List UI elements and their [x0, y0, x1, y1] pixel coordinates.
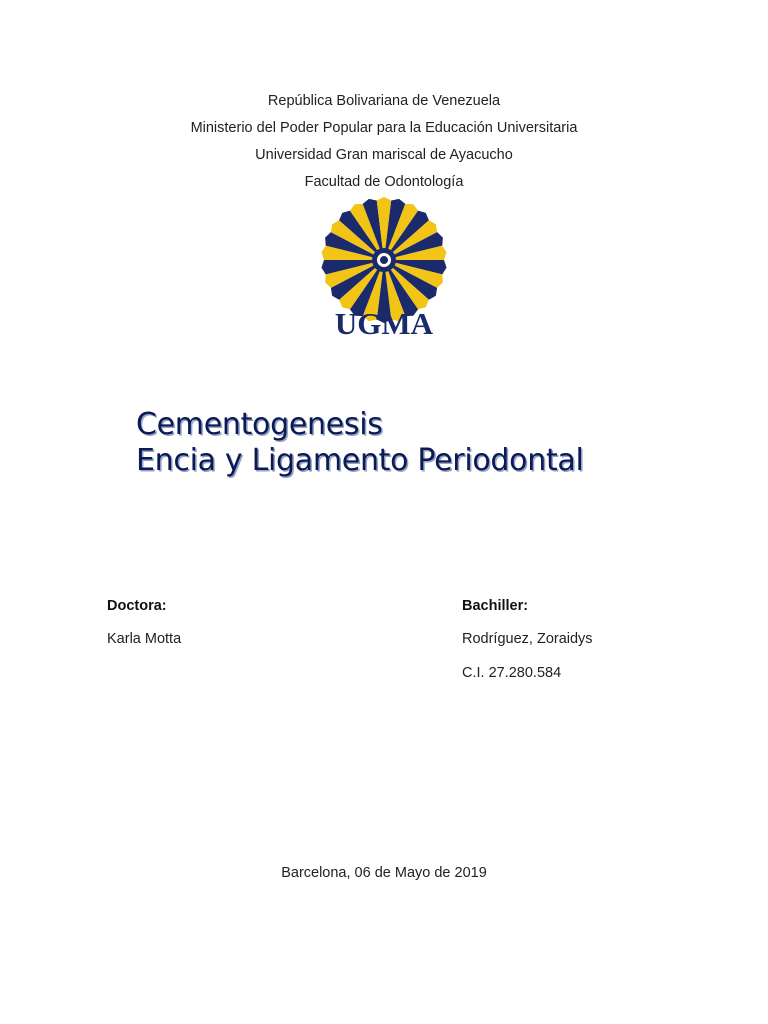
document-title-line1: Cementogenesis: [136, 407, 383, 442]
place-and-date: Barcelona, 06 de Mayo de 2019: [281, 865, 487, 881]
header-ministry: Ministerio del Poder Popular para la Educación Universitaria: [190, 120, 578, 136]
header-university: Universidad Gran mariscal de Ayacucho: [255, 147, 513, 163]
header-country: República Bolivariana de Venezuela: [267, 93, 501, 109]
logo-center-dot: [380, 256, 388, 264]
ugma-logo: [318, 194, 450, 340]
document-title-line2: Encia y Ligamento Periodontal: [136, 443, 584, 478]
header-faculty: Facultad de Odontología: [304, 174, 464, 190]
student-name: Rodríguez, Zoraidys: [462, 631, 593, 647]
logo-wordmark: UGMA: [334, 306, 434, 340]
doctor-label: Doctora:: [107, 598, 167, 614]
doctor-name: Karla Motta: [107, 631, 182, 647]
student-id: C.I. 27.280.584: [462, 665, 562, 681]
student-label: Bachiller:: [462, 598, 529, 614]
